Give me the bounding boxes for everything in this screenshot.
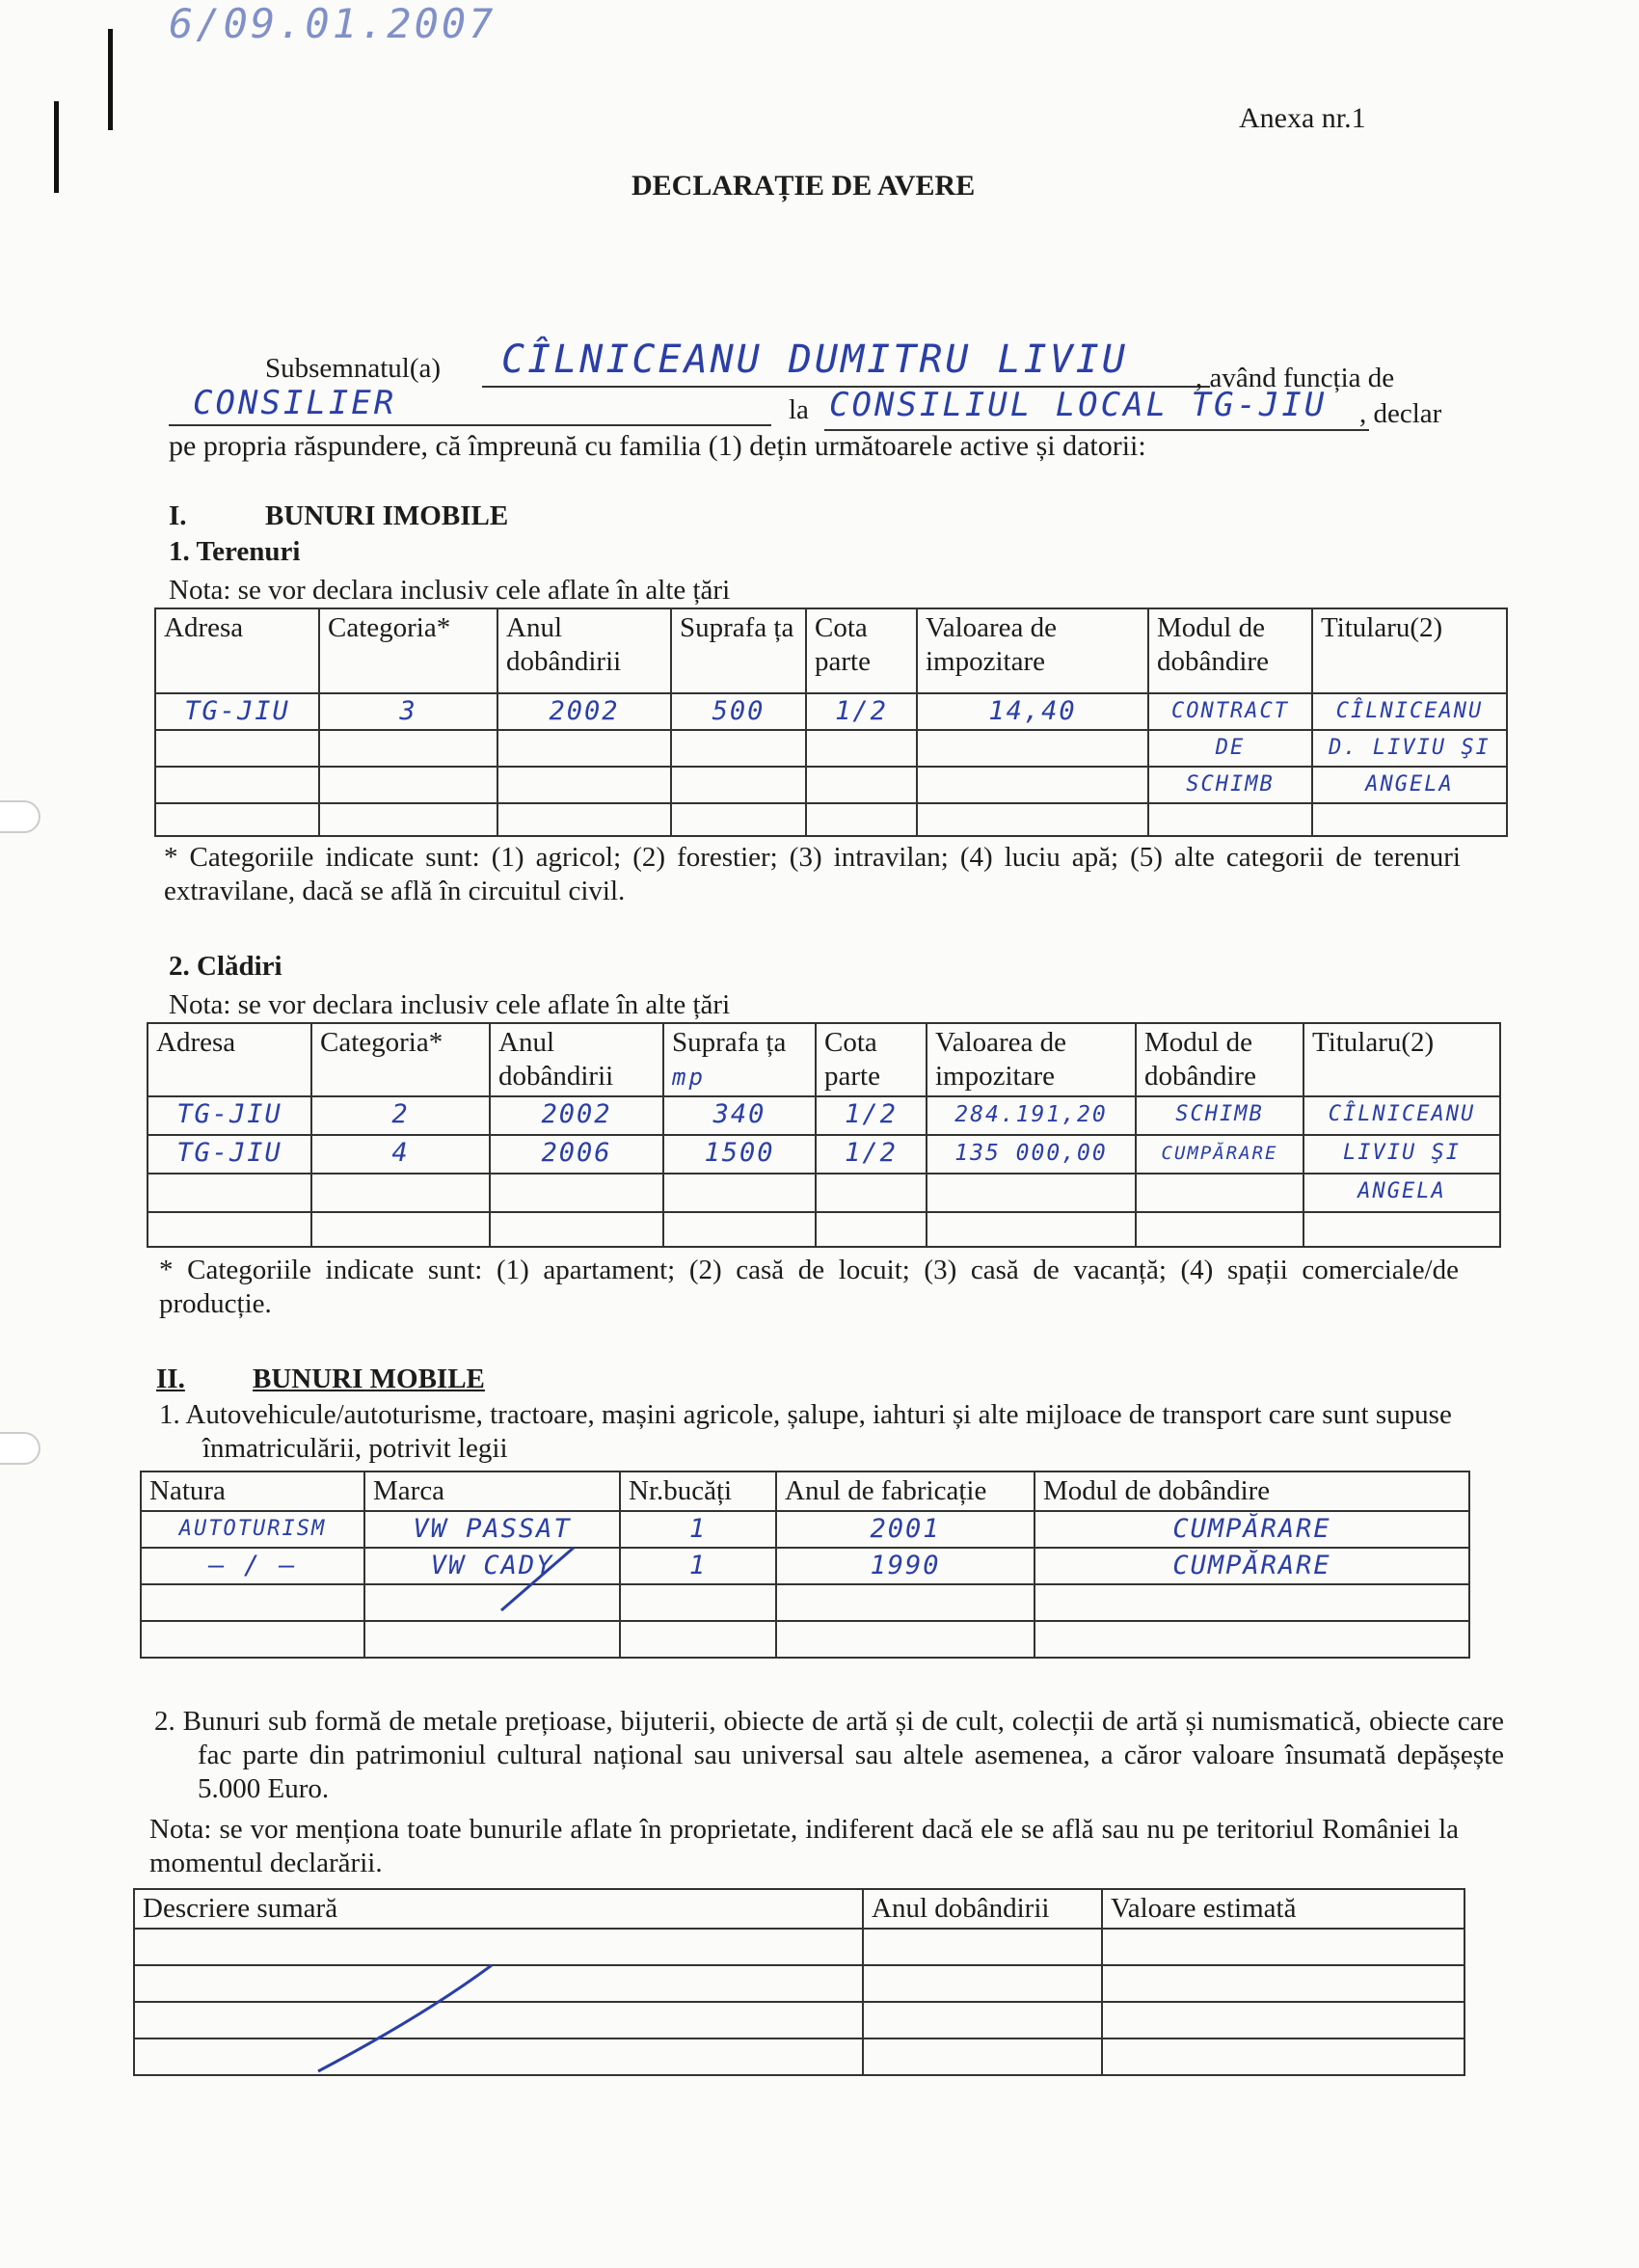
institution-value: CONSILIUL LOCAL TG-JIU (829, 386, 1328, 424)
col-header: Modul de dobândire (1136, 1023, 1303, 1096)
section1-roman: I. (169, 500, 187, 531)
col-header: Suprafa ța mp (663, 1023, 816, 1096)
table-cell: CONTRACT (1148, 693, 1312, 730)
table-cell: 3 (319, 693, 497, 730)
col-header: Valoare estimată (1102, 1889, 1464, 1929)
table-cell: CUMPĂRARE (1034, 1548, 1469, 1584)
table-cell (364, 1621, 620, 1658)
table-cell: 2002 (490, 1096, 663, 1135)
table-cell (1034, 1621, 1469, 1658)
col-header: Descriere sumară (134, 1889, 863, 1929)
table-cell (155, 730, 319, 767)
page-title: DECLARAȚIE DE AVERE (631, 170, 976, 202)
table-cell: SCHIMB (1148, 767, 1312, 803)
table-row (141, 1584, 1469, 1621)
punch-hole (0, 800, 40, 833)
cladiri-footnote: * Categoriile indicate sunt: (1) apartament; (2) casă de locuit; (3) casă de vacanță; (4) spații comerciale/de producție. (159, 1255, 1459, 1319)
table-cell: CUMPĂRARE (1034, 1511, 1469, 1548)
table-cell: 1500 (663, 1135, 816, 1174)
table-row (141, 1621, 1469, 1658)
section2-title: BUNURI MOBILE (253, 1364, 485, 1394)
table-cell (806, 767, 917, 803)
auto-heading: 1. Autovehicule/autoturisme, tractoare, mașini agricole, șalupe, iahturi și alte mijloace de transport care sunt supuse înmatriculării, potrivit legii (159, 1399, 1452, 1464)
table-cell: DE (1148, 730, 1312, 767)
declarant-name: CÎLNICEANU DUMITRU LIVIU (501, 338, 1128, 382)
col-header: Valoarea de impozitare (917, 608, 1148, 693)
col-header: Modul de dobândire (1148, 608, 1312, 693)
col-header: Categoria* (319, 608, 497, 693)
table-cell: TG-JIU (148, 1096, 311, 1135)
auto-table (140, 1471, 1470, 1659)
col-header: Natura (141, 1472, 364, 1511)
table-cell: — / — (141, 1548, 364, 1584)
col-header: Adresa (148, 1023, 311, 1096)
table-cell: 340 (663, 1096, 816, 1135)
col-header: Titularu(2) (1312, 608, 1507, 693)
punch-hole (0, 1432, 40, 1465)
subsemnatul-label: Subsemnatul(a) (265, 353, 442, 384)
table-cell: 284.191,20 (927, 1096, 1136, 1135)
cladiri-table (147, 1022, 1501, 1248)
table-cell (917, 730, 1148, 767)
table-cell: 500 (671, 693, 806, 730)
table-row (155, 803, 1507, 836)
valuables-heading: 2. Bunuri sub formă de metale prețioase, bijuterii, obiecte de artă și de cult, colecții de artă și numismatică, obiecte care fac parte din patrimoniul cultural național sau universal sau altele asemenea, a căror valoare însumată depășește 5.000 Euro. (154, 1706, 1504, 1804)
table-cell: D. LIVIU ŞI (1312, 730, 1507, 767)
table-cell: VW PASSAT (364, 1511, 620, 1548)
table-cell (671, 730, 806, 767)
table-cell (671, 767, 806, 803)
table-cell: 135 000,00 (927, 1135, 1136, 1174)
table-cell: 1 (620, 1511, 776, 1548)
col-header: Anul dobândirii (497, 608, 671, 693)
table-cell: TG-JIU (148, 1135, 311, 1174)
table-cell (490, 1174, 663, 1212)
function-underline (169, 424, 771, 426)
table-cell (776, 1621, 1034, 1658)
col-header: Cota parte (816, 1023, 927, 1096)
terenuri-table (154, 608, 1508, 837)
table-cell: 2 (311, 1096, 490, 1135)
table-cell: SCHIMB (1136, 1096, 1303, 1135)
table-row (155, 767, 1507, 803)
table-cell (319, 767, 497, 803)
col-header: Titularu(2) (1303, 1023, 1500, 1096)
col-header: Adresa (155, 608, 319, 693)
table-row (155, 730, 1507, 767)
table-cell: 4 (311, 1135, 490, 1174)
table-cell: LIVIU ŞI (1303, 1135, 1500, 1174)
table-cell (497, 730, 671, 767)
table-cell: 2006 (490, 1135, 663, 1174)
function-value: CONSILIER (193, 384, 397, 422)
table-cell: CÎLNICEANU (1303, 1096, 1500, 1135)
table-cell: 1 (620, 1548, 776, 1584)
col-header: Anul dobândirii (863, 1889, 1102, 1929)
col-header: Anul de fabricație (776, 1472, 1034, 1511)
table-cell: VW CADY (364, 1548, 620, 1584)
terenuri-footnote: * Categoriile indicate sunt: (1) agricol; (2) forestier; (3) intravilan; (4) luciu apă; (5) alte categorii de terenuri extravilane, dacă se află în circuitul civil. (164, 842, 1461, 906)
col-header: Valoarea de impozitare (927, 1023, 1136, 1096)
function-label: , având funcția de (1196, 363, 1395, 393)
table-cell: 2001 (776, 1511, 1034, 1548)
intro-line: pe propria răspundere, că împreună cu familia (1) dețin următoarele active și datorii: (169, 430, 1146, 462)
terenuri-heading: 1. Terenuri (169, 536, 301, 567)
table-cell (1136, 1174, 1303, 1212)
section2-roman: II. (156, 1364, 185, 1394)
table-cell: 14,40 (917, 693, 1148, 730)
table-cell: 1/2 (816, 1135, 927, 1174)
table-cell: 1990 (776, 1548, 1034, 1584)
col-header: Suprafa ța (671, 608, 806, 693)
cladiri-note: Nota: se vor declara inclusiv cele aflate în alte țări (169, 989, 731, 1020)
table-cell (1034, 1584, 1469, 1621)
table-cell (148, 1174, 311, 1212)
table-row (148, 1174, 1500, 1212)
binder-mark (108, 29, 113, 130)
table-cell: 2002 (497, 693, 671, 730)
unit-note: mp (672, 1063, 706, 1091)
table-cell (620, 1584, 776, 1621)
annex-label: Anexa nr.1 (1239, 102, 1366, 134)
table-cell: TG-JIU (155, 693, 319, 730)
cross-out-mark (482, 1543, 598, 1620)
col-header: Marca (364, 1472, 620, 1511)
binder-mark (54, 101, 59, 193)
valuables-note: Nota: se vor menționa toate bunurile aflate în proprietate, indiferent dacă ele se află sau nu pe teritoriul României la momentul declarării. (149, 1814, 1459, 1878)
table-cell (319, 730, 497, 767)
table-cell: ANGELA (1303, 1174, 1500, 1212)
col-header: Modul de dobândire (1034, 1472, 1469, 1511)
table-cell (776, 1584, 1034, 1621)
table-row (141, 1548, 1469, 1584)
stamp-date: 6/09.01.2007 (169, 0, 497, 47)
table-row (148, 1212, 1500, 1247)
terenuri-note: Nota: se vor declara inclusiv cele aflate în alte țări (169, 575, 731, 606)
table-cell (311, 1174, 490, 1212)
table-cell (917, 767, 1148, 803)
col-header: Categoria* (311, 1023, 490, 1096)
table-row (148, 1096, 1500, 1135)
table-cell: 1/2 (816, 1096, 927, 1135)
declar-label: , declar (1359, 398, 1442, 429)
section1-title: BUNURI IMOBILE (265, 500, 509, 531)
table-cell (497, 767, 671, 803)
table-cell (806, 730, 917, 767)
table-row (148, 1135, 1500, 1174)
table-row (155, 693, 1507, 730)
table-cell: CÎLNICEANU (1312, 693, 1507, 730)
table-cell: CUMPĂRARE (1136, 1135, 1303, 1174)
col-header: Cota parte (806, 608, 917, 693)
table-cell: ANGELA (1312, 767, 1507, 803)
table-cell (620, 1621, 776, 1658)
table-cell (663, 1174, 816, 1212)
col-header: Nr.bucăți (620, 1472, 776, 1511)
cross-out-mark (289, 1958, 501, 2083)
table-row (141, 1511, 1469, 1548)
table-cell (927, 1174, 1136, 1212)
table-cell: 1/2 (806, 693, 917, 730)
table-cell (816, 1174, 927, 1212)
col-header: Anul dobândirii (490, 1023, 663, 1096)
cladiri-heading: 2. Clădiri (169, 951, 282, 982)
table-cell (141, 1621, 364, 1658)
table-cell (155, 767, 319, 803)
table-cell (141, 1584, 364, 1621)
la-label: la (789, 394, 809, 425)
table-cell: AUTOTURISM (141, 1511, 364, 1548)
